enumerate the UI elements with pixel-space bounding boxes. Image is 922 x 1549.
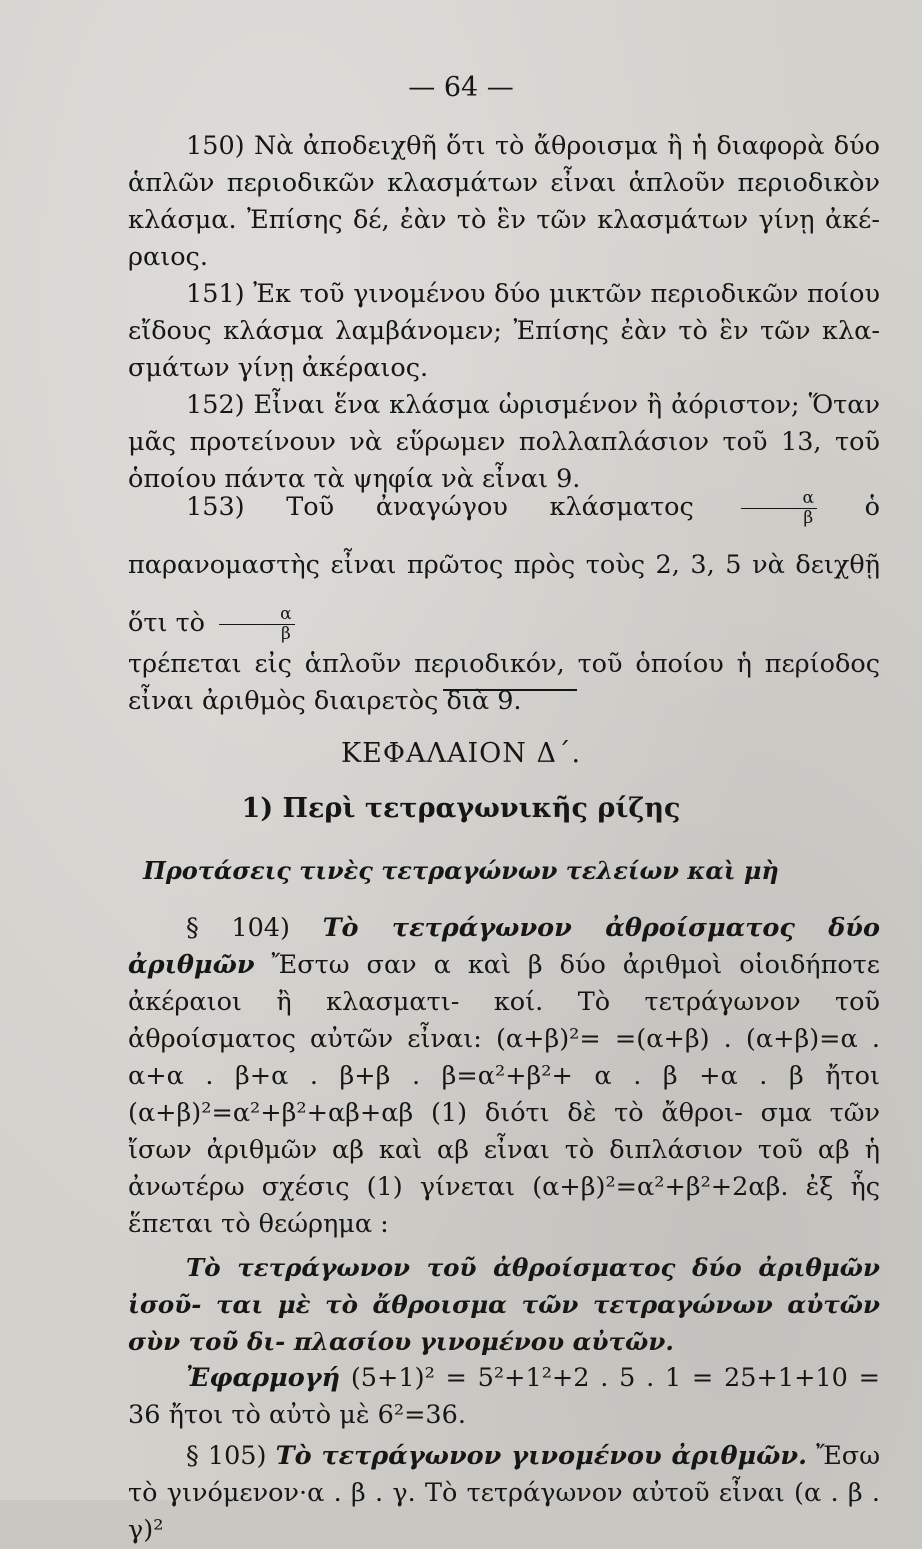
application-example: Ἐφαρμογή (5+1)² = 5²+1²+2 . 5 . 1 = 25+1+10 = 36 ἤτοι τὸ αὐτὸ μὲ 6²=36. xyxy=(128,1363,880,1430)
section-105: § 105) Τὸ τετράγωνον γινομένου ἀριθμῶν. Ἔσω τὸ γινόμενον·α . β . γ. Τὸ τετράγωνον αὐτοῦ εἶναι (α . β . γ)² xyxy=(128,1441,881,1545)
fraction-alpha-beta: $\frac{\alpha}{\beta}$ xyxy=(741,489,816,528)
exercise-152: 152) Εἶναι ἕνα κλάσμα ὡρισμένον ἢ ἀόριστον; Ὅταν μᾶς προτείνουν νὰ εὕρωμεν πολλαπλάσιον τοῦ 13, τοῦ ὁποίου πάντα τὰ ψηφία νὰ εἶναι 9. xyxy=(128,390,880,494)
section-105-title: Τὸ τετράγωνον γινομένου ἀριθμῶν. xyxy=(275,1441,807,1471)
section-heading: 1) Περὶ τετραγωνικῆς ρίζης xyxy=(241,793,681,824)
subsection-heading: Προτάσεις τινὲς τετραγώνων τελείων καὶ μὴ xyxy=(143,856,779,885)
chapter-heading: ΚΕΦΑΛΑΙΟΝ Δ΄. xyxy=(340,738,582,769)
exercise-150: 150) Νὰ ἀποδειχθῆ ὅτι τὸ ἄθροισμα ἢ ἡ διαφορὰ δύο ἁπλῶν περιοδικῶν κλασμάτων εἶναι ἁπλοῦν περιοδικὸν κλάσμα. Ἐπίσης δέ, ἐὰν τὸ ἓν τῶν κλασμάτων γίνῃ ἀκέ- ραιος. xyxy=(128,131,880,272)
exercise-153: 153) Τοῦ ἀναγώγου κλάσματος $\frac{\alpha}{\beta}$ ὁ παρανομαστὴς εἶναι πρῶτος πρὸς τοὺς 2, 3, 5 νὰ δειχθῇ ὅτι τὸ $\frac{\alpha}{\beta}$ τρέπεται εἰς ἁπλοῦν περιοδικόν, τοῦ ὁποίου ἡ περίοδος εἶναι ἀριθμὸς διαιρετὸς διὰ 9. xyxy=(128,487,881,716)
section-105-label: § 105) xyxy=(186,1441,267,1471)
section-divider xyxy=(443,689,577,691)
fraction-alpha-beta-2: $\frac{\alpha}{\beta}$ xyxy=(219,605,294,644)
section-104: § 104) Τὸ τετράγωνον ἀθροίσματος δύο ἀριθμῶν Ἔστω σαν α καὶ β δύο ἀριθμοὶ οἱοιδήποτε ἀκέραιοι ἢ κλασματι- κοί. Τὸ τετράγωνον τοῦ ἀθροίσματος αὐτῶν εἶναι: (α+β)²= =(α+β) . (α+β)=α . α+α . β+α . β+β . β=α²+β²+ α . β +α . β ἤτοι (α+β)²=α²+β²+αβ+αβ (1) διότι δὲ τὸ ἄθροι- σμα τῶν ἴσων ἀριθμῶν αβ καὶ αβ εἶναι τὸ διπλάσιον τοῦ αβ ἡ ἀνωτέρω σχέσις (1) γίνεται (α+β)²=α²+β²+2αβ. ἐξ ἧς ἕπεται τὸ θεώρημα : Τὸ τετράγωνον τοῦ ἀθροίσματος δύο ἀριθμῶν ἰσοῦ- ται μὲ τὸ ἄθροισμα τῶν τετραγώνων αὐτῶν σὺν τοῦ δι- πλασίου γινομένου αὐτῶν. Ἐφαρμογή (5+1)² = 5²+1²+2 . 5 . 1 = 25+1+10 = 36 ἤτοι τὸ αὐτὸ μὲ 6²=36. § 105) Τὸ τετράγωνον γινομένου ἀριθμῶν. Ἔσω τὸ γινόμενον·α . β . γ. Τὸ τετράγωνον αὐτοῦ εἶναι (α . β . γ)² xyxy=(128,910,880,1549)
exercise-151: 151) Ἐκ τοῦ γινομένου δύο μικτῶν περιοδικῶν ποίου εἴδους κλάσμα λαμβάνομεν; Ἐπίσης ἐὰν τὸ ἓν τῶν κλα- σμάτων γίνῃ ἀκέραιος. xyxy=(128,279,880,383)
application-label: Ἐφαρμογή xyxy=(186,1363,341,1393)
theorem-statement: Τὸ τετράγωνον τοῦ ἀθροίσματος δύο ἀριθμῶν ἰσοῦ- ται μὲ τὸ ἄθροισμα τῶν τετραγώνων αὐτῶν σὺν τοῦ δι- πλασίου γινομένου αὐτῶν. xyxy=(128,1253,881,1356)
section-104-title: Τὸ τετράγωνον ἀθροίσματος δύο ἀριθμῶν xyxy=(128,913,881,980)
page-number: — 64 — xyxy=(408,72,514,103)
section-104-label: § 104) xyxy=(186,913,290,943)
exercises-block xyxy=(128,128,880,498)
